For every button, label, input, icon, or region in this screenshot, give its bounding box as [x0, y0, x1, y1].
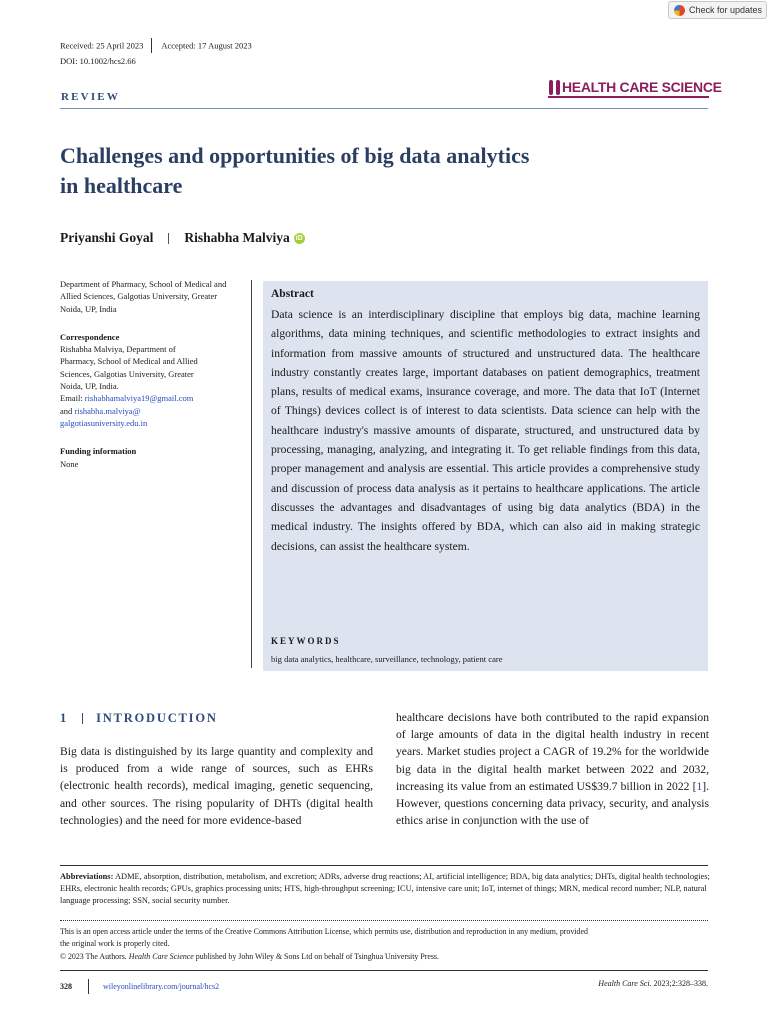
divider — [151, 38, 152, 53]
keywords-text: big data analytics, healthcare, surveillance, technology, patient care — [271, 654, 503, 664]
article-type-label: REVIEW — [61, 91, 121, 103]
funding-value: None — [60, 458, 79, 469]
dotted-divider — [60, 920, 708, 921]
doi: DOI: 10.1002/hcs2.66 — [60, 56, 136, 66]
correspondence-line: Sciences, Galgotias University, Greater — [60, 368, 194, 379]
funding-heading: Funding information — [60, 446, 137, 457]
journal-name: Health Care Science — [128, 951, 194, 961]
journal-logo — [548, 79, 722, 95]
abstract-text: Data science is an interdisciplinary discipline that employs big data, machine learning algorithms, data mining techniques, and scientific methodologies to extract insights and information from massive amounts of structured and unstructured data. The healthcare industry constantly creates large, important databases on patient demographics, treatment plans, results of medical exams, insurance coverage, and more. The data that IoT (Internet of Things) devices collect is of interest to data scientists. Data science can help with the healthcare industry's massive amounts of disparate, structured, and unstructured data by processing, managing, analyzing, and integrating it. To get reliable findings from this data, proper management and analysis are essential. This article provides a comprehensive study and discussion of process data analysis as it pertains to healthcare applications. The article discusses the advantages and disadvantages of using big data analytics (BDA) in the medical industry. The insights offered by BDA, which can also aid in making strategic decisions, can assist the healthcare system. — [271, 308, 700, 553]
author-info-column — [60, 278, 240, 470]
footer-left — [60, 979, 219, 994]
email-line — [60, 392, 240, 404]
orcid-icon[interactable]: iD — [295, 234, 303, 242]
copyright-text: © 2023 The Authors. — [60, 951, 129, 961]
footer-rule — [60, 970, 708, 971]
email-link-1[interactable]: rishabhamalviya19@gmail.com — [84, 393, 194, 404]
received-date: Received: 25 April 2023 — [60, 40, 144, 51]
intro-text-cont: ]. However, questions concerning data privacy, security, and analysis ethics arise in conjunction with the use of — [396, 779, 709, 828]
correspondence-heading: Correspondence — [60, 331, 120, 342]
journal-url-link[interactable]: wileyonlinelibrary.com/journal/hcs2 — [103, 982, 220, 991]
and-text: and — [60, 405, 75, 416]
correspondence-line: Noida, UP, India. — [60, 381, 119, 392]
license-block — [60, 926, 710, 963]
copyright-text-cont: published by John Wiley & Sons Ltd on behalf of Tsinghua University Press. — [193, 951, 439, 961]
title-line-2: in healthcare — [60, 173, 183, 198]
abbreviations-label: Abbreviations: — [60, 872, 114, 881]
column-divider — [251, 280, 252, 668]
abstract-heading: Abstract — [271, 288, 314, 300]
reference-link[interactable]: 1 — [696, 779, 703, 793]
affiliation: Department of Pharmacy, School of Medical and Allied Sciences, Galgotias University, Greater Noida, UP, India — [60, 279, 227, 314]
correspondence-line: Rishabha Malviya, Department of — [60, 344, 176, 355]
check-for-updates-button[interactable] — [668, 1, 767, 19]
intro-paragraph-col2 — [396, 709, 709, 829]
crossmark-icon — [674, 5, 685, 16]
accepted-date: Accepted: 17 August 2023 — [161, 40, 252, 51]
section-number: 1 — [60, 711, 69, 725]
author-2[interactable]: Rishabha Malviya — [184, 230, 290, 245]
section-separator — [82, 713, 83, 724]
journal-logo-underline — [548, 96, 709, 98]
abbreviations — [60, 871, 710, 908]
article-title — [60, 141, 660, 201]
footnote-rule — [60, 865, 708, 866]
article-dates — [60, 39, 252, 54]
intro-paragraph-col1: Big data is distinguished by its large quantity and complexity and is produced from a wide range of sources, such as EHRs (electronic health records), medical imaging, genetic sequencing, and other sources. The rising popularity of DHTs (digital health technologies) and the need for more evidence-based — [60, 745, 373, 827]
journal-logo-text: HEALTH CARE SCIENCE — [562, 79, 722, 95]
citation-journal: Health Care Sci. — [598, 979, 652, 988]
header-rule — [60, 108, 708, 109]
abbreviations-text: ADME, absorption, distribution, metabolism, and excretion; ADRs, adverse drug reactions; AI, artificial intelligence; BDA, big data analytics; DHTs, digital health technologies; EHRs, electronic health records; GPUs, graphics processing units; HTS, high-throughput screening; ICU, intensive care unit; IoT, internet of things; MRN, medical record number; NLP, natural language processing; SSN, social security number. — [60, 872, 710, 906]
citation-details: 2023;2:328–338. — [651, 979, 708, 988]
email-link-2[interactable]: rishabha.malviya@ — [74, 405, 141, 416]
email-line-2 — [60, 405, 240, 417]
journal-logo-mark-icon — [548, 80, 561, 95]
keywords-heading: KEYWORDS — [271, 636, 341, 646]
citation — [598, 979, 708, 988]
author-1[interactable]: Priyanshi Goyal — [60, 230, 154, 245]
check-for-updates-label: Check for updates — [689, 5, 763, 15]
author-list — [60, 230, 305, 246]
title-line-1: Challenges and opportunities of big data analytics — [60, 143, 530, 168]
email-label: Email: — [60, 393, 85, 404]
license-line-1: This is an open access article under the terms of the Creative Commons Attribution License, which permits use, distribution and reproduction in any medium, provided — [60, 927, 588, 936]
section-heading-introduction — [60, 711, 218, 726]
intro-text: healthcare decisions have both contributed to the rapid expansion of large amounts of data in the digital health industry in recent years. Market studies project a CAGR of 19.2% for the worldwide big data in the digital health market between 2022 and 2032, increasing its value from an estimated US$39.7 billion in 2022 [ — [396, 711, 709, 793]
section-title: INTRODUCTION — [96, 711, 218, 725]
license-line-2: the original work is properly cited. — [60, 939, 170, 949]
email-link-2-cont[interactable]: galgotiasuniversity.edu.in — [60, 417, 148, 428]
correspondence-line: Pharmacy, School of Medical and Allied — [60, 356, 198, 367]
footer-divider — [88, 979, 89, 994]
copyright-line — [60, 951, 710, 963]
author-separator — [168, 233, 169, 244]
page-number: 328 — [60, 982, 72, 991]
